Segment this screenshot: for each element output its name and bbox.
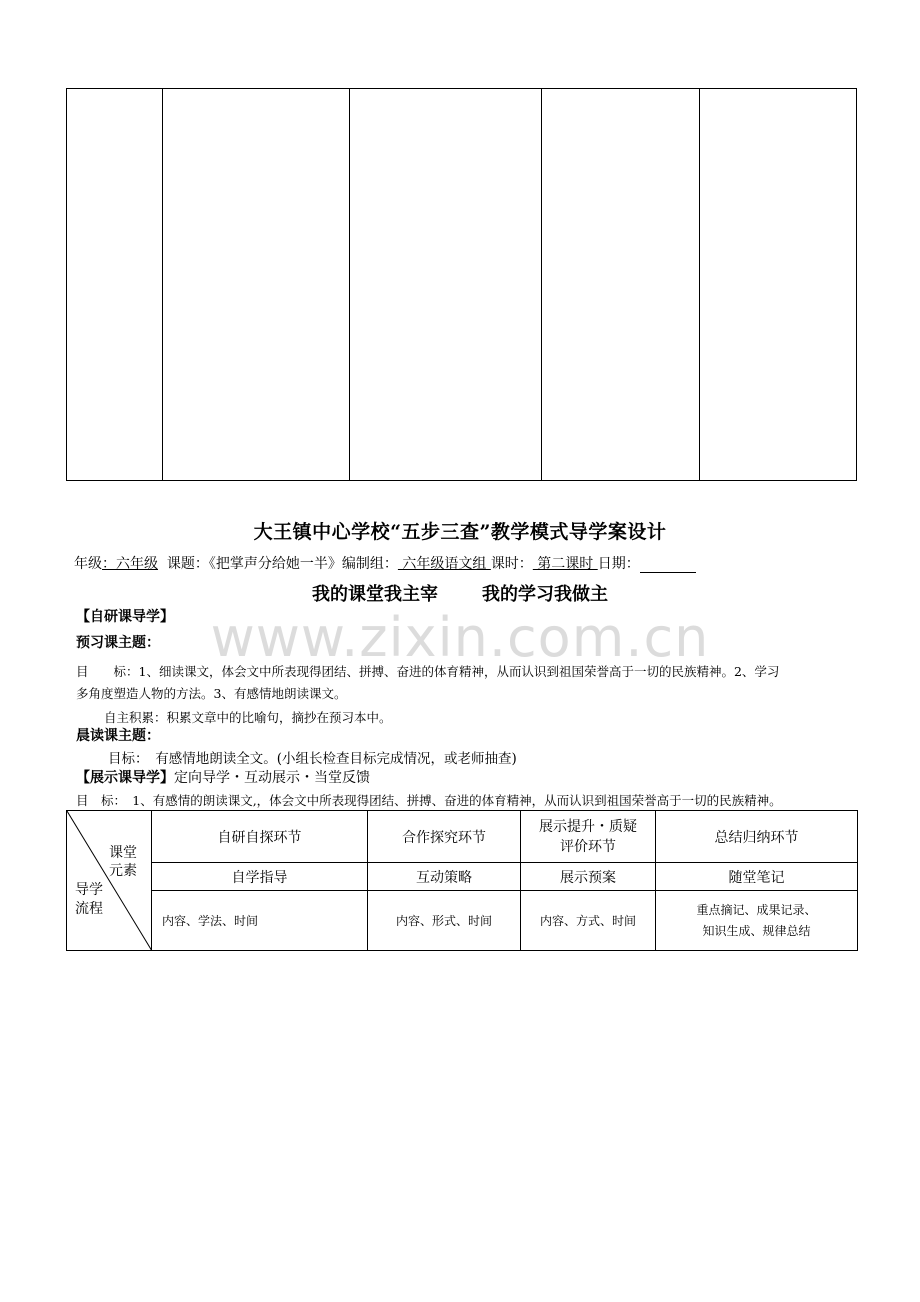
header-cooperate: 合作探究环节 — [368, 811, 521, 863]
cell-self-study: 内容、学法、时间 — [152, 891, 368, 951]
goal-label: 目 标： — [76, 664, 139, 679]
table-divider — [162, 89, 163, 480]
preview-goal-line2: 多角度塑造人物的方法。3、有感情地朗读课文。 — [76, 686, 347, 701]
cell-cooperate: 内容、形式、时间 — [368, 891, 521, 951]
guide-flow-table — [66, 810, 858, 951]
preview-goal-line1 — [76, 662, 779, 680]
motto-left: 我的课堂我主宰 — [312, 584, 438, 605]
date-label: 日期： — [597, 556, 640, 572]
date-blank — [640, 558, 696, 573]
sub-display-plan: 展示预案 — [521, 863, 656, 891]
period-value: 第二课时 — [532, 556, 598, 572]
period-label: 课时： — [490, 556, 533, 572]
cell-summary: 重点摘记、成果记录、 知识生成、规律总结 — [656, 891, 858, 951]
preview-heading: 预习课主题： — [76, 635, 160, 651]
group-value: 六年级语文组 — [397, 556, 491, 572]
header-self-study: 自研自探环节 — [152, 811, 368, 863]
grade-value: ：六年级 — [102, 556, 158, 572]
header-display: 展示提升・质疑 评价环节 — [521, 811, 656, 863]
morning-heading: 晨读课主题： — [76, 728, 160, 744]
accumulate-text: 自主积累：积累文章中的比喻句，摘抄在预习本中。 — [104, 710, 392, 725]
motto-right: 我的学习我做主 — [482, 584, 608, 605]
self-study-heading: 【自研课导学】 — [76, 609, 174, 625]
display-goal: 目 标： 1、有感情的朗读课文,，体会文中所表现得团结、拼搏、奋进的体育精神，从而认识到祖国荣誉高于一切的民族精神。 — [76, 793, 782, 808]
table-divider — [541, 89, 542, 480]
grade-label: 年级 — [74, 556, 102, 572]
morning-goal: 目标： 有感情地朗读全文。(小组长检查目标完成情况，或老师抽查) — [108, 751, 517, 767]
goal-text: 1、细读课文，体会文中所表现得团结、拼搏、奋进的体育精神，从而认识到祖国荣誉高于一切的民族精神。2、学习 — [138, 664, 780, 679]
header-summary: 总结归纳环节 — [656, 811, 858, 863]
meta-line — [74, 553, 696, 573]
watermark: www.zixin.com.cn — [210, 606, 710, 669]
display-heading: 【展示课导学】 — [76, 770, 174, 786]
cell-display: 内容、方式、时间 — [521, 891, 656, 951]
table-divider — [349, 89, 350, 480]
sub-notes: 随堂笔记 — [656, 863, 858, 891]
corner-label-bottom: 导学 流程 — [75, 882, 103, 917]
topic-label: 课题： — [166, 556, 209, 572]
display-line — [76, 767, 370, 787]
motto — [0, 580, 920, 606]
display-subtitle: 定向导学・互动展示・当堂反馈 — [174, 770, 370, 786]
corner-label-top: 课堂 元素 — [109, 845, 137, 879]
sub-interact-strategy: 互动策略 — [368, 863, 521, 891]
sub-self-guide: 自学指导 — [152, 863, 368, 891]
top-empty-table — [66, 88, 857, 481]
table-divider — [699, 89, 700, 480]
group-label: 编制组： — [341, 556, 398, 572]
page-title: 大王镇中心学校“五步三查”教学模式导学案设计 — [253, 521, 667, 543]
diagonal-header-cell — [67, 811, 152, 951]
topic-value: 《把掌声分给她一半》 — [208, 556, 342, 572]
